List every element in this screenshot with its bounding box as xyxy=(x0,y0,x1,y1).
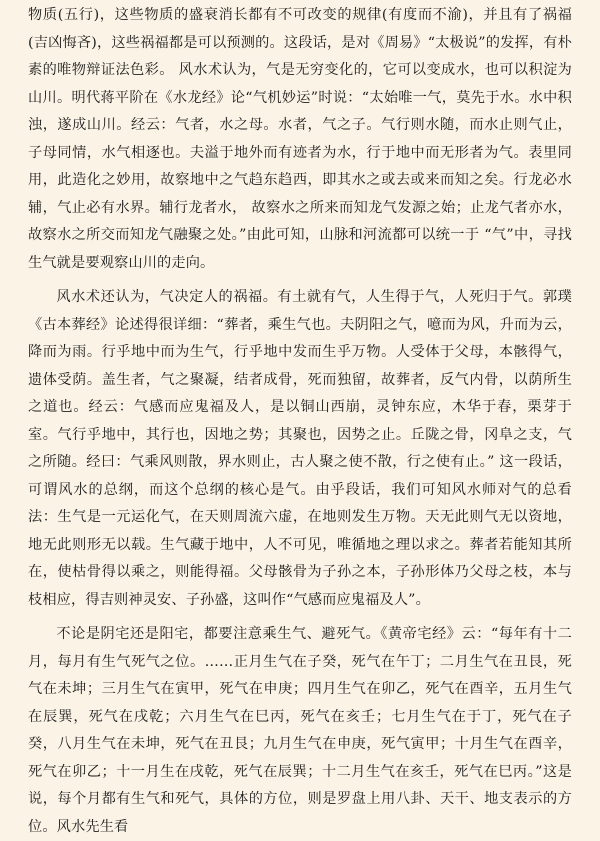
body-paragraph-3: 不论是阴宅还是阳宅，都要注意乘生气、避死气。《黄帝宅经》云：“每年有十二月，每月有生气死气之位。……正月生气在子癸，死气在午丁；二月生气在丑艮，死气在未坤；三月生气在寅甲，死气在申庚；四月生气在卯乙，死气在酉辛，五月生气在辰巽，死气在戌乾；六月生气在巳丙，死气在亥壬；七月生气在于丁，死气在子癸，八月生气在未坤，死气在丑艮；九月生气在申庚，死气寅甲；十月生气在酉辛，死气在卯乙；十一月生在戌乾，死气在辰巽；十二月生气在亥壬，死气在巳丙。”这是说，每个月都有生气和死气，具体的方位，则是罗盘上用八卦、天干、地支表示的方位。风水先生看 xyxy=(28,626,572,835)
body-paragraph-1: 物质(五行)，这些物质的盛衰消长都有不可改变的规律(有度而不渝)，并且有了祸福(吉凶悔吝)，这些祸福都是可以预测的。这段话，是对《周易》“太极说”的发挥，有朴素的唯物辩证法色彩。 风水术认为，气是无穷变化的，它可以变成水，也可以积淀为山川。明代蒋平阶在《水龙经》论“气机妙运”时说：“太始唯一气，莫先于水。水中积浊，遂成山川。经云：气者，水之母。水者，气之子。气行则水随，而水止则气止，子母同情，水气相逐也。夫溢于地外而有迹者为水，行于地中而无形者为气。表里同用，此造化之妙用，故察地中之气趋东趋西，即其水之或去或来而知之矣。行龙必水辅，气止必有水界。辅行龙者水， 故察水之所来而知龙气发源之始；止龙气者亦水，故察水之所交而知龙气融聚之处。”由此可知，山脉和河流都可以统一于 “气”中，寻找生气就是要观察山川的走向。 xyxy=(28,7,572,271)
body-paragraph-2: 风水术还认为，气决定人的祸福。有土就有气，人生得于气，人死归于气。郭璞《古本葬经》论述得很详细：“葬者，乘生气也。夫阴阳之气，噫而为风，升而为云，降而为雨。行乎地中而为生气，行乎地中发而生乎万物。人受体于父母，本骸得气，遗体受荫。盖生者，气之聚凝，结者成骨，死而独留，故葬者，反气内骨，以荫所生之道也。经云：气感而应鬼福及人，是以铜山西崩，灵钟东应，木华于春，栗芽于室。气行乎地中，其行也，因地之势；其聚也，因势之止。丘陇之骨，冈阜之支，气之所随。经曰：气乘风则散，界水则止，古人聚之使不散，行之使有止。” 这一段话，可谓风水的总纲，而这个总纲的核心是气。由乎段话，我们可知风水师对气的总看法：生气是一元运化气，在天则周流六虚，在地则发生万物。天无此则气无以资地，地无此则形无以载。生气藏于地中，人不可见，唯循地之理以求之。葬者若能知其所在，使枯骨得以乘之，则能得福。父母骸骨为子孙之本，子孙形体乃父母之枝，本与枝相应，得吉则神灵安、子孙盛，这叫作“气感而应鬼福及人”。 xyxy=(28,289,572,608)
